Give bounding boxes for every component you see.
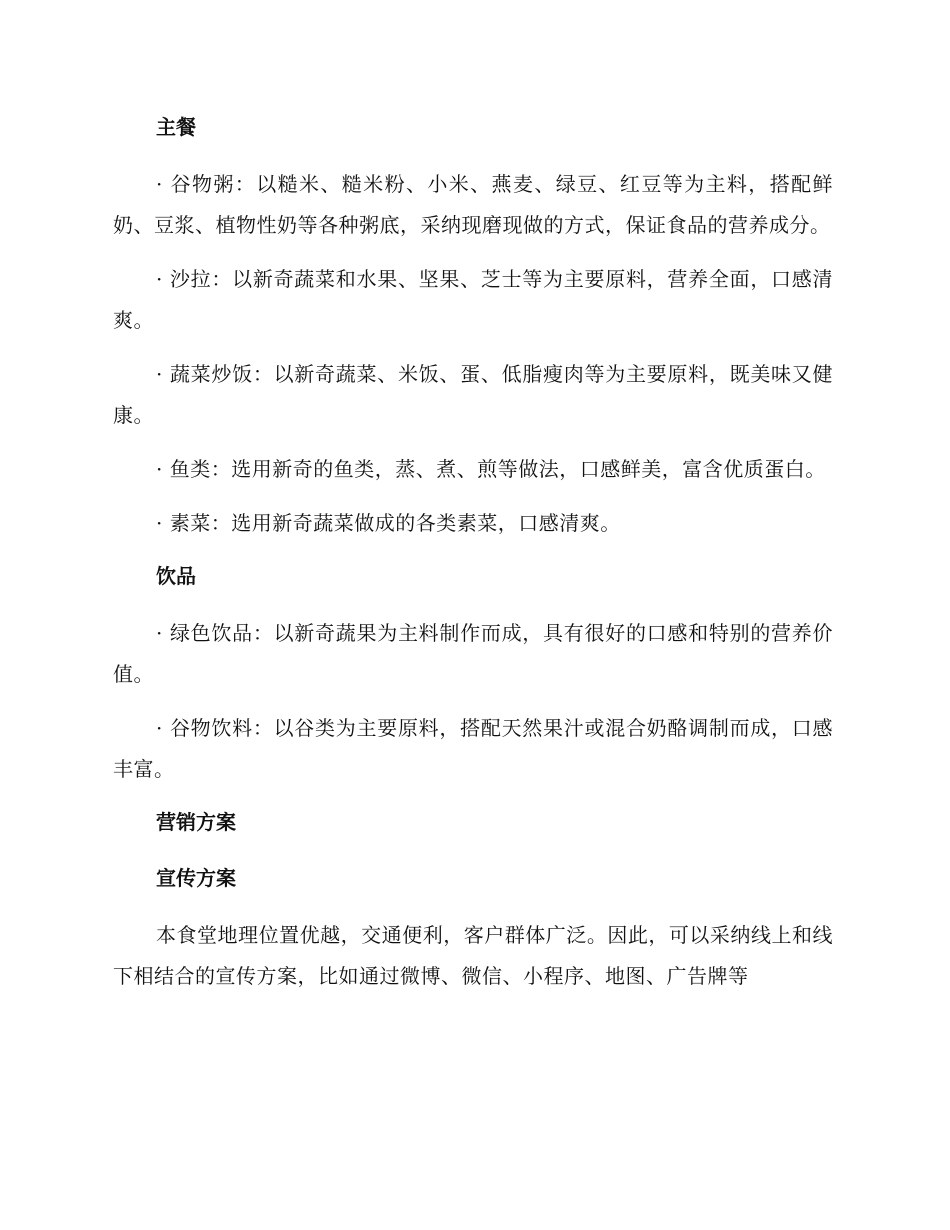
- paragraph-vegetarian-dishes: · 素菜：选用新奇蔬菜做成的各类素菜，口感清爽。: [156, 511, 621, 535]
- section-heading-promotion-plan: 宣传方案: [156, 866, 236, 890]
- paragraph-salad: · 沙拉：以新奇蔬菜和水果、坚果、芝士等为主要原料，营养全面，口感清爽。: [113, 267, 833, 332]
- paragraph-grain-porridge: · 谷物粥：以糙米、糙米粉、小米、燕麦、绿豆、红豆等为主料，搭配鲜奶、豆浆、植物性奶等各种粥底，采纳现磨现做的方式，保证食品的营养成分。: [113, 172, 833, 237]
- paragraph-fish: · 鱼类：选用新奇的鱼类，蒸、煮、煎等做法，口感鲜美，富含优质蛋白。: [156, 457, 826, 481]
- section-heading-main-course: 主餐: [156, 115, 196, 139]
- paragraph-promotion-details: 本食堂地理位置优越，交通便利，客户群体广泛。因此，可以采纳线上和线下相结合的宣传方案，比如通过微博、微信、小程序、地图、广告牌等: [113, 923, 833, 988]
- paragraph-green-drinks: · 绿色饮品：以新奇蔬果为主料制作而成，具有很好的口感和特别的营养价值。: [113, 621, 833, 686]
- paragraph-grain-drinks: · 谷物饮料：以谷类为主要原料，搭配天然果汁或混合奶酪调制而成，口感丰富。: [113, 716, 833, 781]
- section-heading-marketing-plan: 营销方案: [156, 810, 236, 834]
- paragraph-vegetable-fried-rice: · 蔬菜炒饭：以新奇蔬菜、米饭、蛋、低脂瘦肉等为主要原料，既美味又健康。: [113, 362, 833, 427]
- section-heading-drinks: 饮品: [156, 564, 196, 588]
- document-page: [113, 108, 833, 1010]
